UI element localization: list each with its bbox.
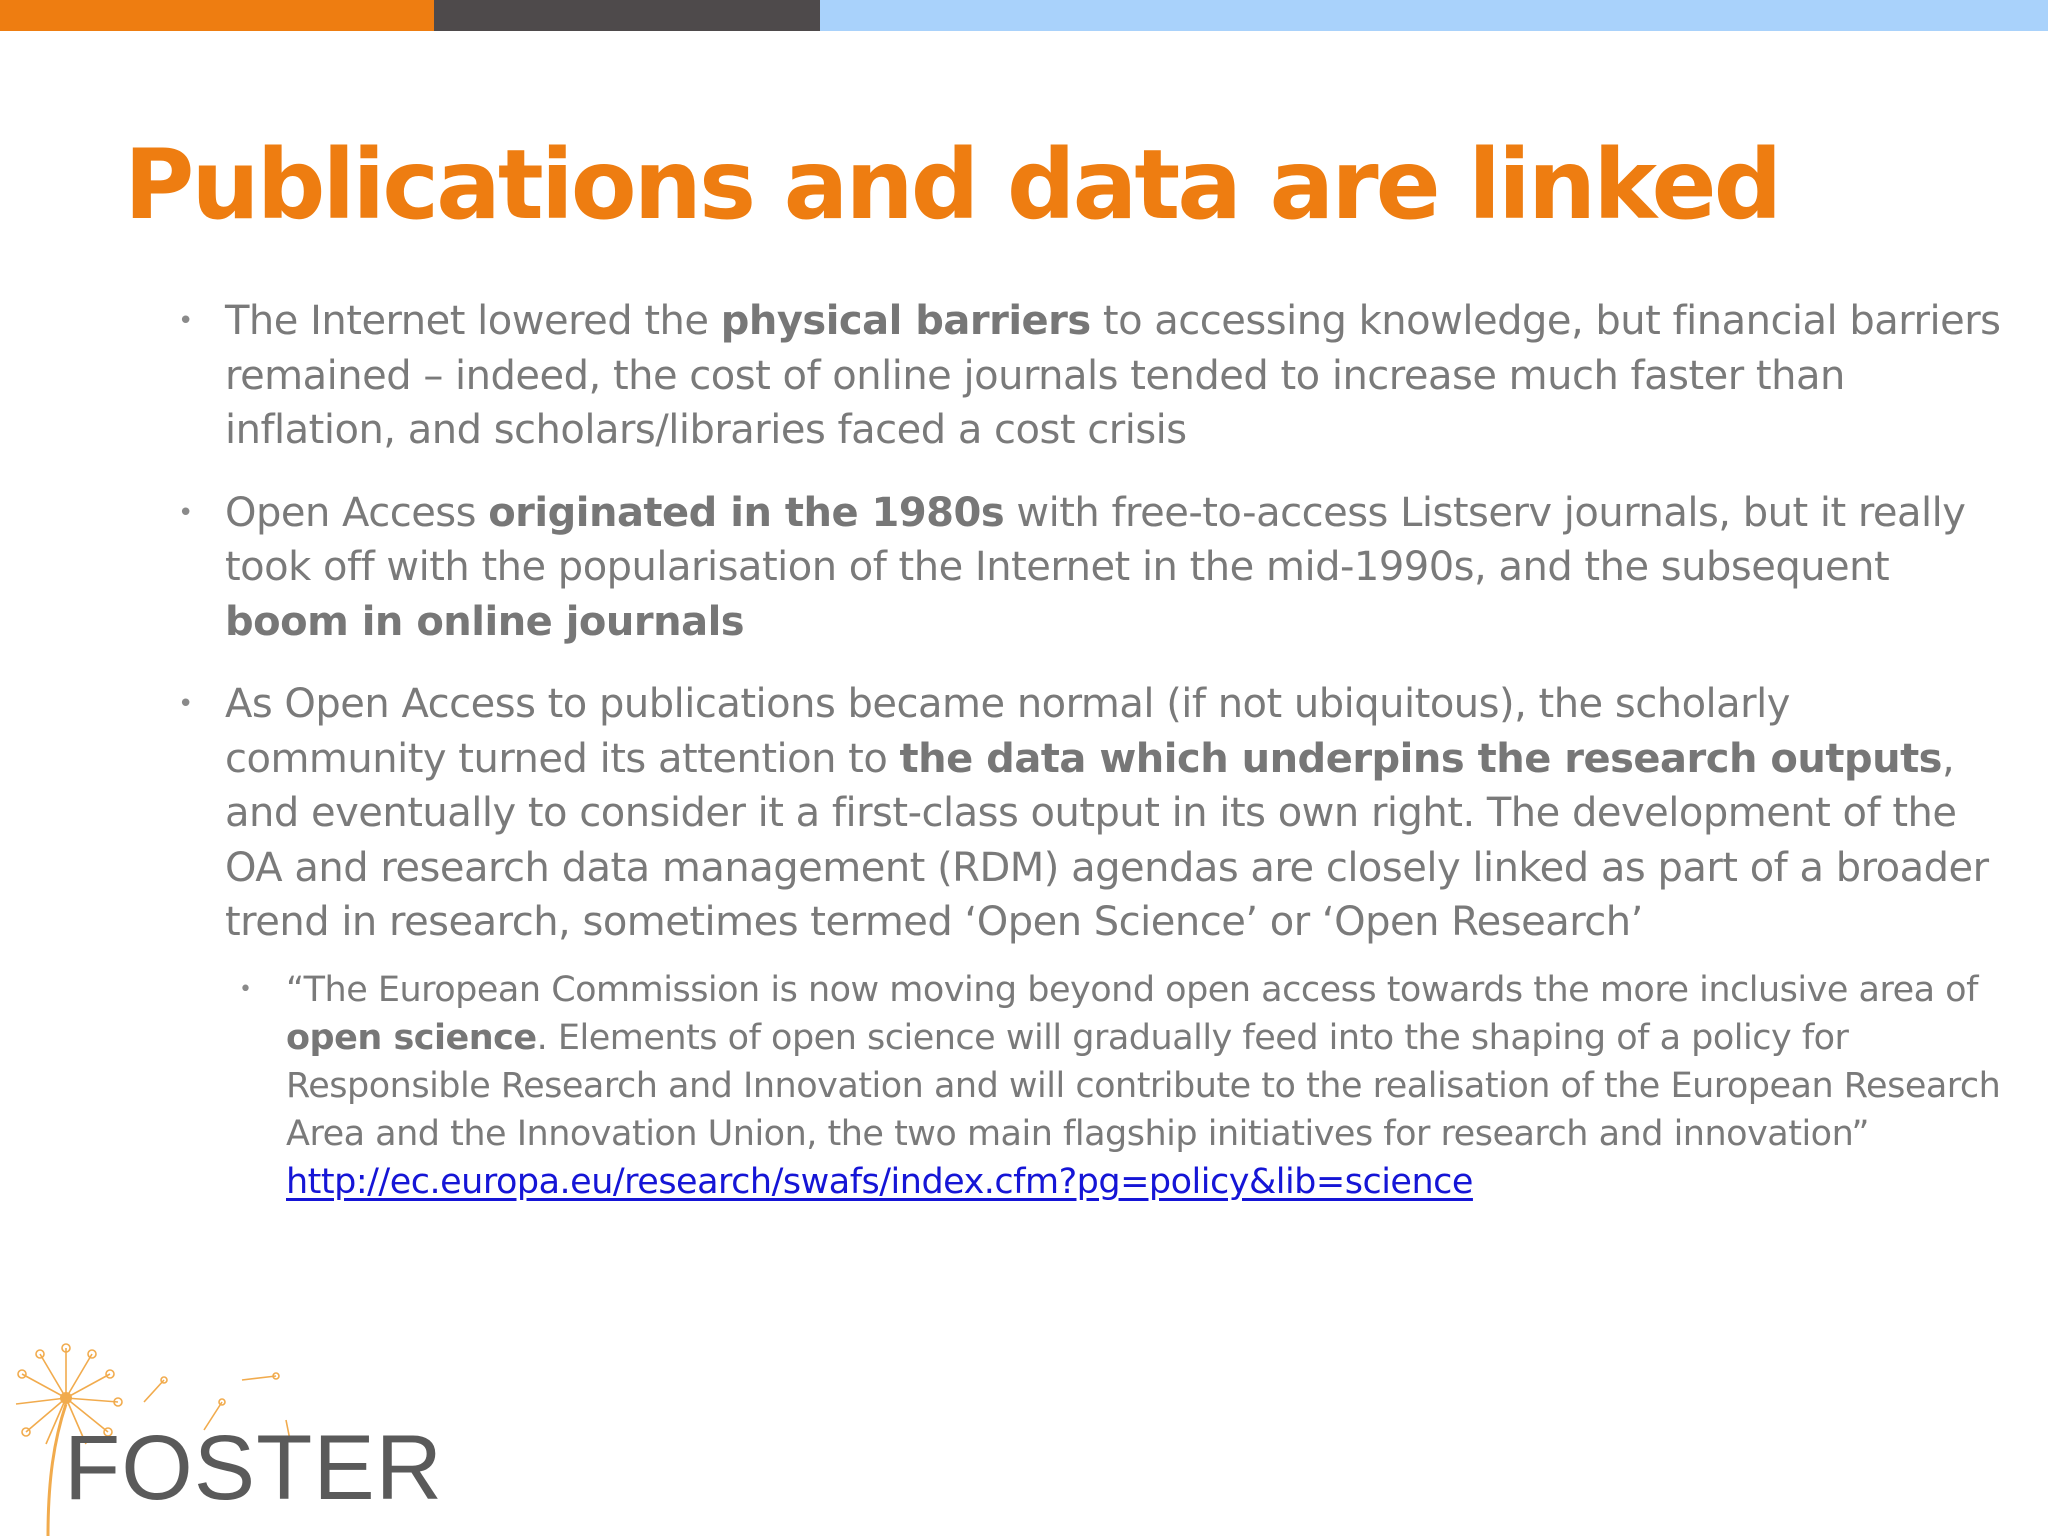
bullet-3 [176, 677, 2006, 950]
bullet-2-text-bold-b: boom in online journals [225, 598, 745, 645]
quote-text-bold: open science [286, 1017, 537, 1058]
top-bar-blue-segment [820, 0, 2048, 31]
bullet-marker: • [178, 306, 193, 336]
bullet-1-text-a: The Internet lowered the [225, 298, 721, 344]
quote-sub-bullet [225, 966, 2006, 1206]
top-bar-dark-segment [434, 0, 820, 31]
foster-logo-text: FOSTER [64, 1417, 444, 1519]
bullet-3-text-bold: the data which underpins the research outputs [899, 735, 1942, 782]
bullet-2 [176, 486, 2006, 650]
policy-link[interactable]: http://ec.europa.eu/research/swafs/index.cfm?pg=policy&lib=science [286, 1161, 1473, 1202]
quote-text-b: . Elements of open science will gradually feed into the shaping of a policy for Responsible Research and Innovation and will contribute to the realisation of the European Research Area and the Innovation Union, the two main flagship initiatives for research and innovation” [286, 1017, 2001, 1154]
slide-content [176, 294, 2006, 1206]
bullet-1-text-bold: physical barriers [720, 298, 1091, 344]
sub-bullet-marker: • [239, 976, 252, 1002]
quote-text-a: “The European Commission is now moving beyond open access towards the more inclusive area of [286, 969, 1978, 1010]
slide-title: Publications and data are linked [124, 129, 1780, 241]
bullet-marker: • [178, 689, 193, 719]
bullet-1-text-b: to accessing knowledge, but financial barriers remained – indeed, the cost of online journals tended to increase much faster than inflation, and scholars/libraries faced a cost crisis [225, 298, 2001, 453]
bullet-1 [176, 294, 2006, 458]
bullet-2-text-bold-a: originated in the 1980s [488, 489, 1005, 536]
top-color-bar [0, 0, 2048, 31]
bullet-2-text-a: Open Access [225, 489, 489, 536]
bullet-marker: • [178, 497, 193, 528]
bullet-2-text-b: with free-to-access Listserv journals, but it really took off with the popularisation of the Internet in the mid-1990s, and the subsequent [225, 489, 1966, 590]
bullet-3-text-a: As Open Access to publications became normal (if not ubiquitous), the scholarly community turned its attention to [225, 681, 1790, 782]
top-bar-orange-segment [0, 0, 434, 31]
bullet-3-text-b: , and eventually to consider it a first-class output in its own right. The development of the OA and research data management (RDM) agendas are closely linked as part of a broader trend in research, sometimes termed ‘Open Science’ or ‘Open Research’ [225, 735, 1989, 945]
